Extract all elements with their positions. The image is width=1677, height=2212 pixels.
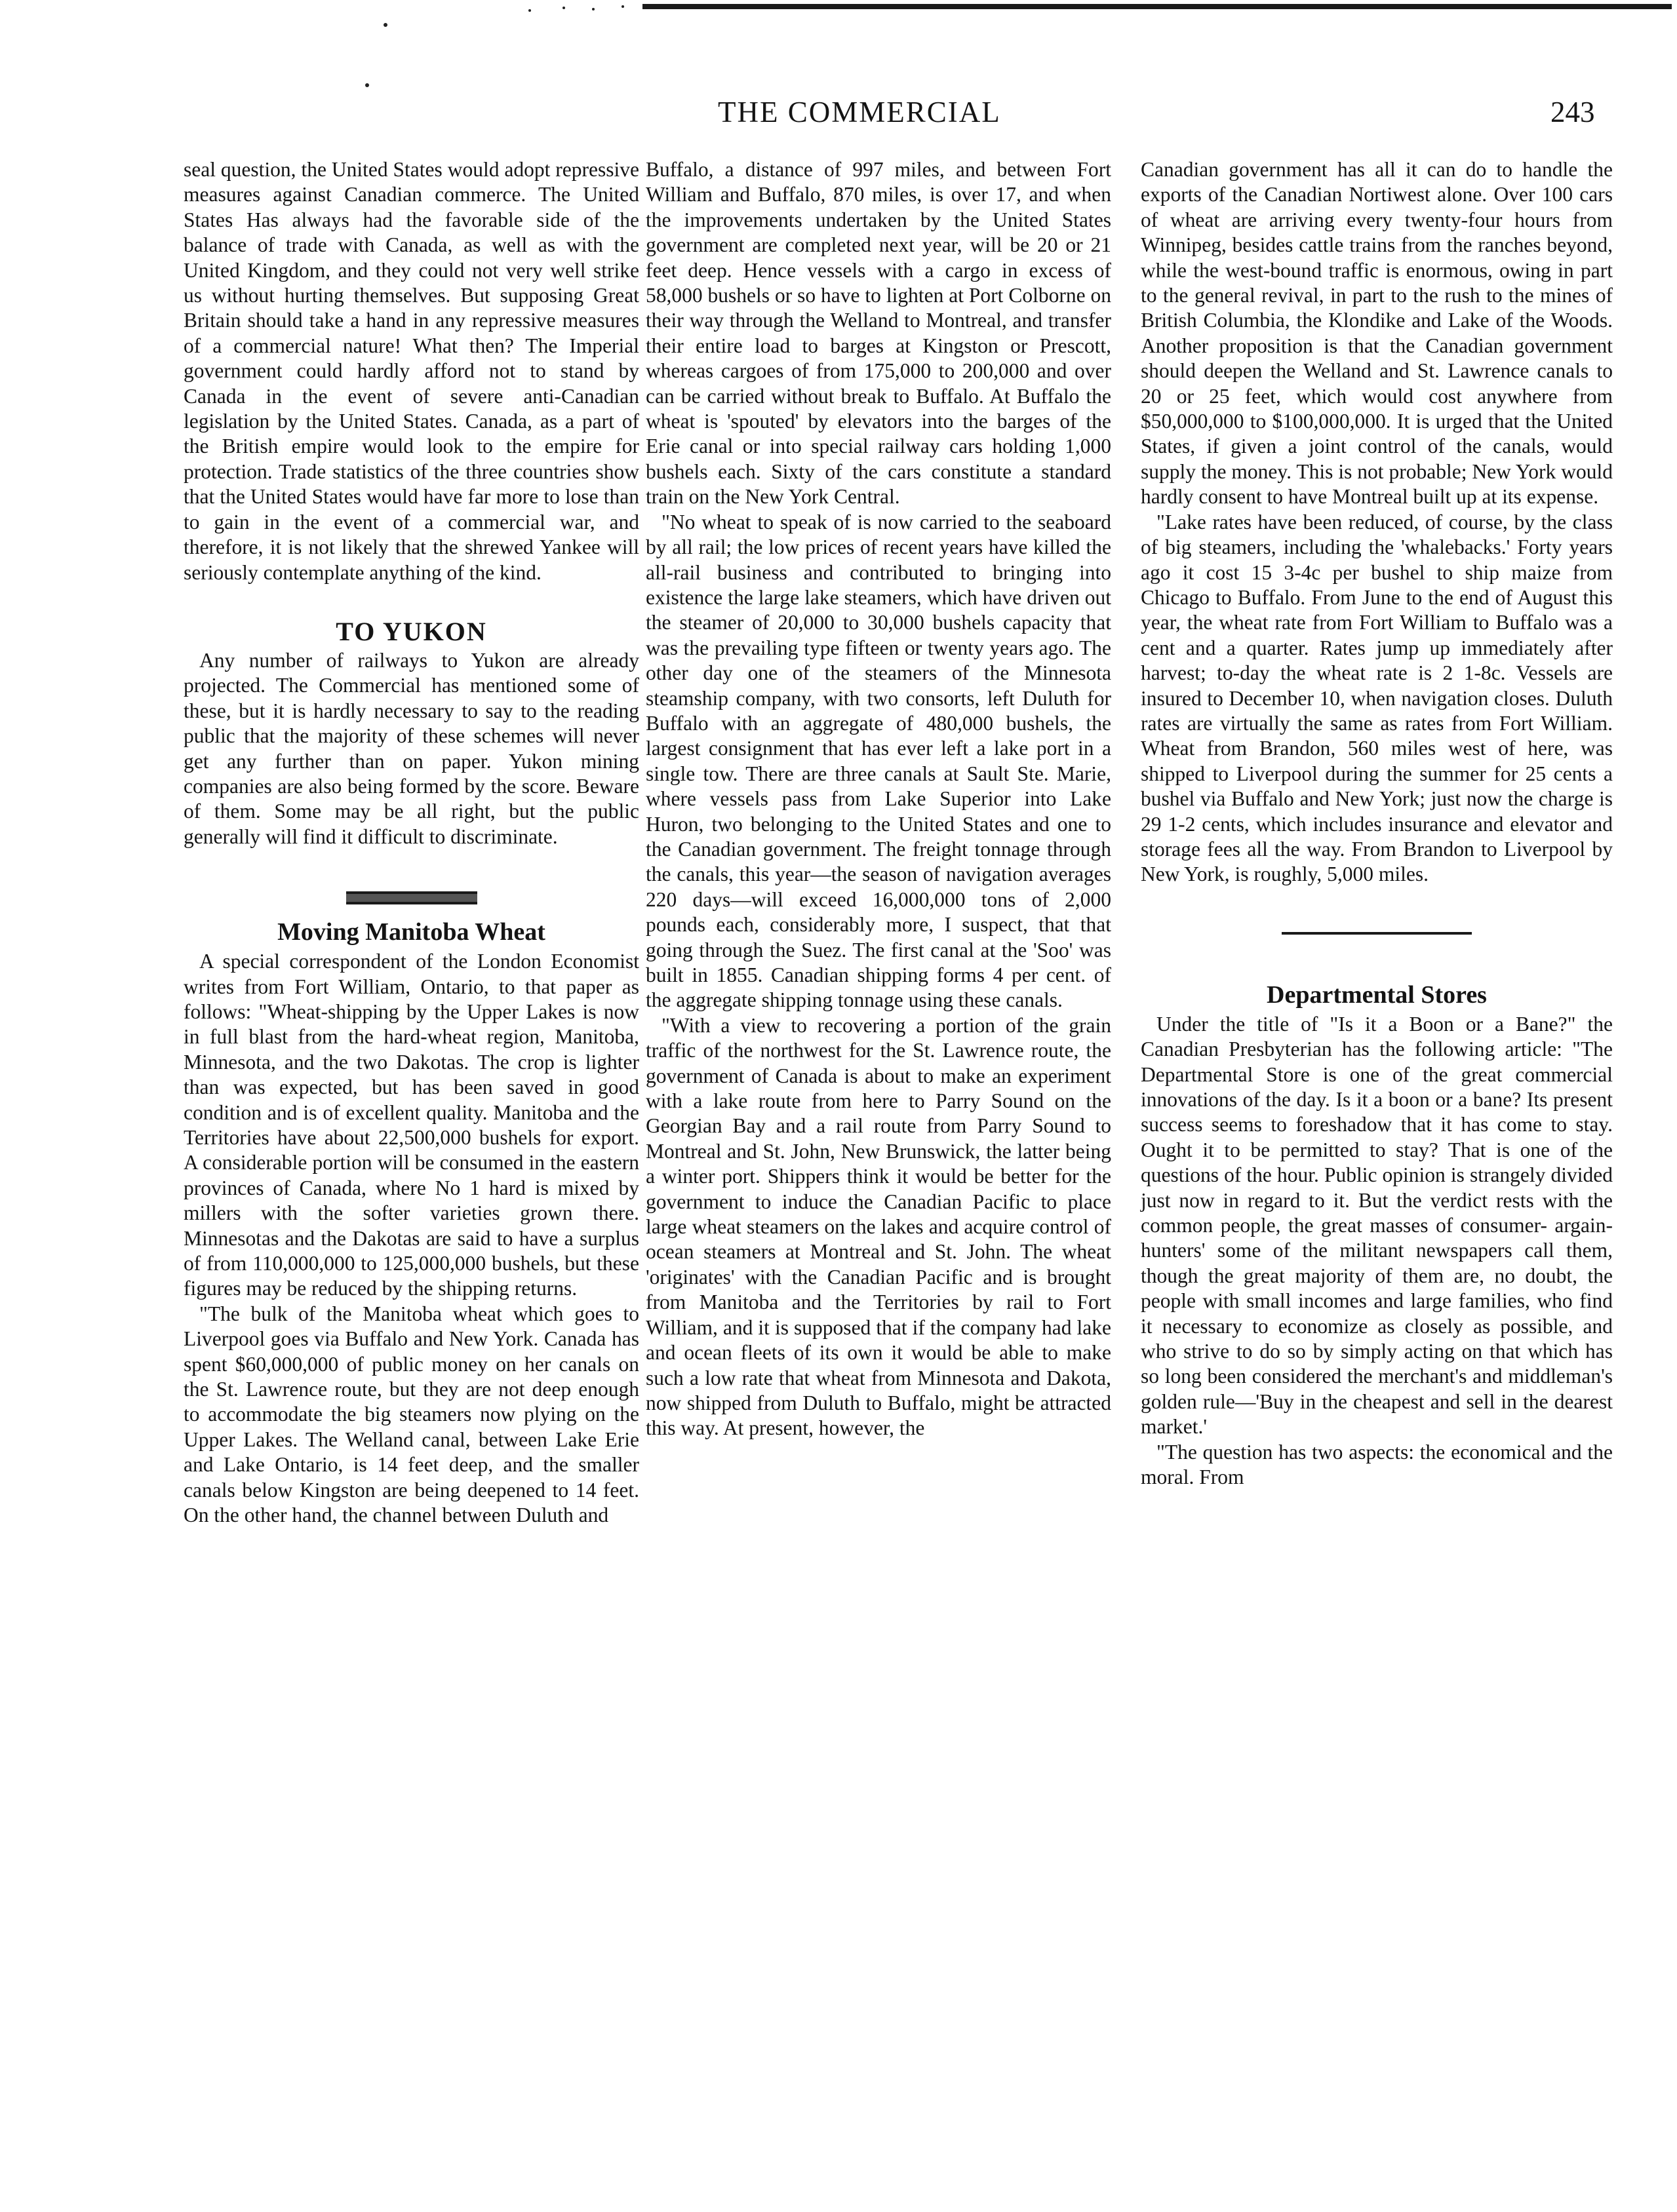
page-number: 243 bbox=[1550, 96, 1595, 128]
departmental-stores-paragraph-2: "The question has two aspects: the economical and the moral. From bbox=[1141, 1440, 1613, 1489]
manitoba-paragraph-7: "Lake rates have been reduced, of course, by the class of big steamers, including the 'whalebacks.' Forty years ago it cost 15 3-4c per bushel to ship maize from Chicago to Buffalo. From June to the end of August this year, the wheat rate from Fort William to Buffalo was a cent and a quarter. Rates jump up immediately after harvest; to-day the wheat rate is 2 1-8c. Vessels are insured to December 10, when navigation closes. Duluth rates are virtually the same as rates from Fort William. Wheat from Brandon, 560 miles west of here, was shipped to Liverpool during the summer for 25 cents a bushel via Buffalo and New York; just now the charge is 29 1-2 cents, which includes insurance and elevator and storage fees all the way. From Brandon to Liverpool by New York, is roughly, 5,000 miles. bbox=[1141, 510, 1613, 886]
manitoba-paragraph-6: Canadian government has all it can do to handle the exports of the Canadian Nortiwest alone. Over 100 cars of wheat are arriving every twenty-four hours from Winnipeg, besides cattle trains from the ranches beyond, while the west-bound traffic is enormous, owing in part to the general revival, in part to the rush to the mines of British Columbia, the Klondike and Lake of the Woods. Another proposition is that the Canadian government should deepen the Welland and St. Lawrence canals to 20 or 25 feet, which would cost anywhere from $50,000,000 to $100,000,000. It is urged that the United States, if given a joint control of the canals, would supply the money. This is not probable; New York would hardly consent to have Montreal built up at its expense. bbox=[1141, 158, 1613, 509]
moving-manitoba-wheat-heading: Moving Manitoba Wheat bbox=[277, 918, 545, 946]
manitoba-paragraph-2: "The bulk of the Manitoba wheat which goes to Liverpool goes via Buffalo and New York. Canada has spent $60,000,000 of public money on her canals on the St. Lawrence route, but they are not deep enough to accommodate the big steamers now plying on the Upper Lakes. The Welland canal, between Lake Erie and Lake Ontario, is 14 feet deep, and the smaller canals below Kingston are being deepened to 14 feet. On the other hand, the channel between Duluth and bbox=[184, 1302, 639, 1527]
manitoba-paragraph-3: Buffalo, a distance of 997 miles, and between Fort William and Buffalo, 870 miles, is over 17, and when the improvements undertaken by the United States government are completed next year, will be 20 or 21 feet deep. Hence vessels with a cargo in excess of 58,000 bushels or so have to lighten at Port Colborne on their way through the Welland to Montreal, and transfer their entire load to barges at Kingston or Prescott, whereas cargoes of from 175,000 to 200,000 and over can be carried without break to Buffalo. At Buffalo the wheat is 'spouted' by elevators into the barges of the Erie canal or into special railway cars holding 1,000 bushels each. Sixty of the cars constitute a standard train on the New York Central. bbox=[646, 158, 1111, 509]
departmental-stores-paragraph-1: Under the title of "Is it a Boon or a Bane?" the Canadian Presbyterian has the following article: "The Departmental Store is one of the great commercial innovations of the day. Is it a boon or a bane? Its present success seems to foreshadow that it has come to stay. Ought it to be permitted to stay? That is one of the questions of the hour. Public opinion is strangely divided just now in regard to it. But the verdict rests with the common people, the great masses of consumer- argain-hunters' some of the militant newspapers call them, though the great majority of them are, no doubt, the people with small incomes and large families, who find it necessary to economize as closely as possible, and who strive to do so by simply acting on that which has so long been considered the merchant's and middleman's golden rule—'Buy in the cheapest and sell in the dearest market.' bbox=[1141, 1012, 1613, 1439]
column-1 bbox=[184, 157, 639, 1528]
column-2 bbox=[646, 157, 1111, 1441]
running-title: THE COMMERCIAL bbox=[718, 96, 1001, 128]
manitoba-paragraph-5: "With a view to recovering a portion of the grain traffic of the northwest for the St. Lawrence route, the government of Canada is about to make an experiment with a lake route from here to Parry Sound on the Georgian Bay and a rail route from Parry Sound to Montreal and St. John, New Brunswick, the latter being a winter port. Shippers think it would be better for the government to induce the Canadian Pacific to place large wheat steamers on the lakes and acquire control of ocean steamers at Montreal and St. John. The wheat 'originates' with the Canadian Pacific and is brought from Manitoba and the Territories by rail to Fort William, and it is supposed that if the company had lake and ocean fleets of its own it would be able to make such a low rate that wheat from Minnesota and Dakota, now shipped from Duluth to Buffalo, might be attracted this way. At present, however, the bbox=[646, 1013, 1111, 1440]
section-divider bbox=[1282, 932, 1472, 935]
column-3 bbox=[1141, 157, 1613, 1490]
manitoba-paragraph-1: A special correspondent of the London Economist writes from Fort William, Ontario, to that paper as follows: "Wheat-shipping by the Upper Lakes is now in full blast from the hard-wheat region, Manitoba, Minnesota, and the two Dakotas. The crop is lighter than was expected, but has been saved in good condition and is of excellent quality. Manitoba and the Territories have about 22,500,000 bushels for export. A considerable portion will be consumed in the eastern provinces of Canada, where No 1 hard is mixed by millers with the softer varieties grown there. Minnesotas and the Dakotas are said to have a surplus of from 110,000,000 to 125,000,000 bushels, but these figures may be reduced by the shipping returns. bbox=[184, 950, 639, 1300]
print-specks bbox=[0, 0, 1677, 92]
page-header bbox=[0, 88, 1677, 141]
seal-question-paragraph: seal question, the United States would adopt repressive measures against Canadian commerce. The United States Has always had the favorable side of the balance of trade with Canada, as well as with the United Kingdom, and they could not very well strike us without hurting themselves. But supposing Great Britain should take a hand in any repressive measures of a commercial nature! What then? The Imperial government could hardly afford not to stand by Canada in the event of severe anti-Canadian legislation by the United States. Canada, as a part of the British empire would look to the empire for protection. Trade statistics of the three countries show that the United States would have far more to lose than to gain in the event of a commercial war, and therefore, it is not likely that the shrewed Yankee will seriously contemplate anything of the kind. bbox=[184, 158, 639, 584]
manitoba-paragraph-4: "No wheat to speak of is now carried to the seaboard by all rail; the low prices of recent years have killed the all-rail business and contributed to bringing into existence the large lake steamers, which have driven out the steamer of 20,000 to 30,000 bushels capacity that was the prevailing type fifteen or twenty years ago. The other day one of the steamers of the Minnesota steamship company, with two consorts, left Duluth for Buffalo with an aggregate of 480,000 bushels, the largest consignment that has ever left a lake port in a single tow. There are three canals at Sault Ste. Marie, where vessels pass from Lake Superior into Lake Huron, two belonging to the United States and one to the Canadian government. The freight tonnage through the canals, this year—the season of navigation averages 220 days—will exceed 16,000,000 tons of 2,000 pounds each, considerably more, I suspect, that that going through the Suez. The first canal at the 'Soo' was built in 1855. Canadian shipping forms 4 per cent. of the aggregate shipping tonnage using these canals. bbox=[646, 510, 1111, 1012]
section-divider bbox=[346, 891, 477, 904]
departmental-stores-heading: Departmental Stores bbox=[1267, 980, 1487, 1009]
to-yukon-paragraph: Any number of railways to Yukon are already projected. The Commercial has mentioned some of these, but it is hardly necessary to say to the reading public that the majority of these schemes will never get any further than on paper. Yukon mining companies are also being formed by the score. Beware of them. Some may be all right, but the public generally will find it difficult to discriminate. bbox=[184, 648, 639, 848]
to-yukon-heading: TO YUKON bbox=[336, 616, 487, 646]
